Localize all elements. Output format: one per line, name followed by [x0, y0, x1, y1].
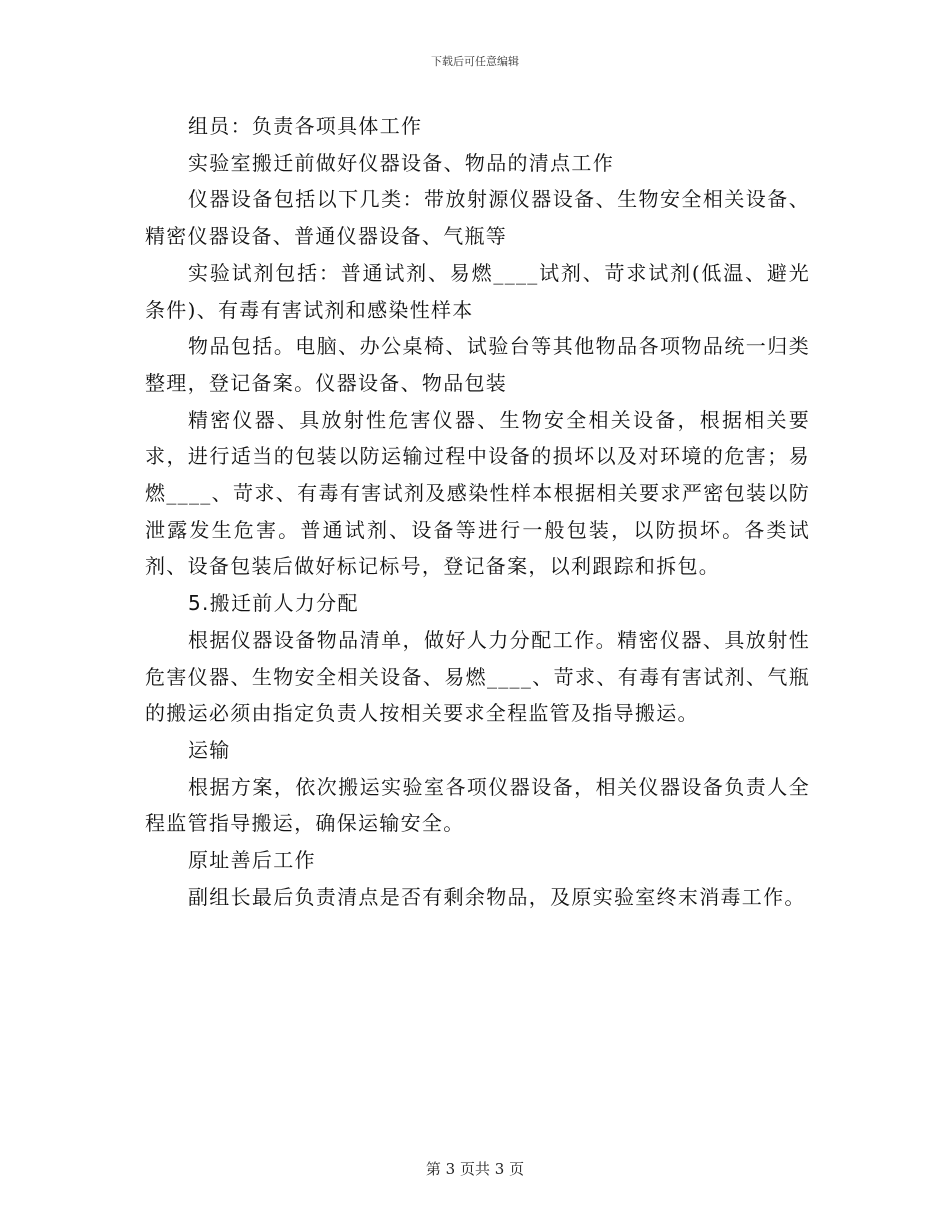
paragraph-manpower: 根据仪器设备物品清单，做好人力分配工作。精密仪器、具放射性危害仪器、生物安全相关设备、易燃____、苛求、有毒有害试剂、气瓶的搬运必须由指定负责人按相关要求全程监管及指导搬运。 — [145, 627, 810, 726]
paragraph-transport: 根据方案，依次搬运实验室各项仪器设备，相关仪器设备负责人全程监管指导搬运，确保运输安全。 — [145, 774, 810, 836]
page-header: 下载后可任意编辑 — [431, 55, 519, 68]
section-heading-manpower: 5.搬迁前人力分配 — [188, 591, 359, 616]
section-heading-transport: 运输 — [188, 737, 231, 762]
paragraph-equipment-types: 仪器设备包括以下几类：带放射源仪器设备、生物安全相关设备、精密仪器设备、普通仪器设备、气瓶等 — [145, 187, 810, 249]
paragraph-items: 物品包括。电脑、办公桌椅、试验台等其他物品各项物品统一归类整理，登记备案。仪器设备、物品包装 — [145, 334, 810, 395]
paragraph-team-members: 组员：负责各项具体工作 — [188, 114, 423, 138]
paragraph-aftercare: 副组长最后负责清点是否有剩余物品，及原实验室终末消毒工作。 — [188, 884, 806, 909]
paragraph-reagents: 实验试剂包括：普通试剂、易燃____试剂、苛求试剂(低温、避光条件)、有毒有害试剂和感染性样本 — [145, 260, 810, 322]
document-body — [145, 108, 810, 915]
section-heading-aftercare: 原址善后工作 — [188, 848, 316, 873]
paragraph-inventory: 实验室搬迁前做好仪器设备、物品的清点工作 — [188, 150, 614, 175]
page-footer: 第 3 页共 3 页 — [425, 1160, 525, 1178]
paragraph-packaging: 精密仪器、具放射性危害仪器、生物安全相关设备，根据相关要求，进行适当的包装以防运输过程中设备的损坏以及对环境的危害；易燃____、苛求、有毒有害试剂及感染性样本根据相关要求严密包装以防泄露发生危害。普通试剂、设备等进行一般包装，以防损坏。各类试剂、设备包装后做好标记标号，登记备案，以利跟踪和拆包。 — [145, 407, 810, 579]
